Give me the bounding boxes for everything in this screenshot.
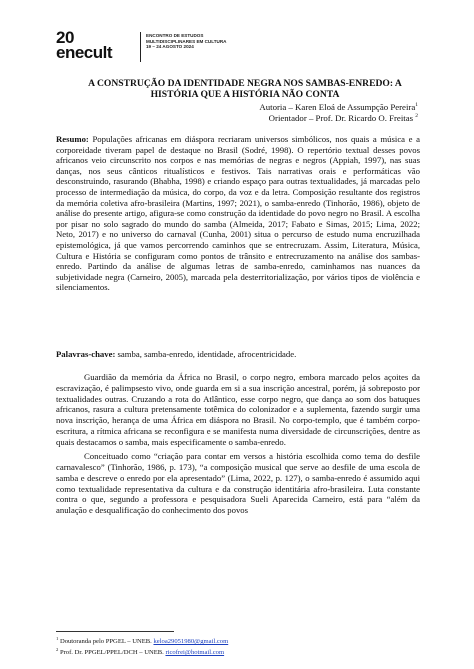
footnote-1-mark: 1 (56, 636, 59, 641)
author-footnote-mark: 1 (415, 102, 418, 108)
logo-divider (140, 32, 141, 62)
keywords (56, 349, 420, 360)
abstract-label: Resumo: (56, 134, 89, 144)
advisor-footnote-mark: 2 (415, 113, 418, 119)
abstract (56, 134, 420, 293)
event-line-1: ENCONTRO DE ESTUDOS (146, 33, 204, 38)
footnotes (56, 635, 228, 657)
logo-wordmark: enecult (56, 43, 113, 62)
event-dates: 19 – 24 AGOSTO 2024 (146, 44, 194, 50)
footnote-2-email-link[interactable]: ricofrei@hotmail.com (165, 649, 225, 657)
body-paragraph-1: Guardião da memória da África no Brasil, o corpo negro, embora marcado pelos açoites da escravização, é palimpsesto vivo, onde guarda em si a sua inscrição ancestral, porém, já sobreposto por textualidades outras. Cruzando a rota do Atlântico, esse corpo negro, que dança ao som dos batuques africanos, rasura a cultura pretensamente totêmica do colonizador e a suplementa, fazendo surgir uma nova inscrição, herança de uma África em diáspora no Brasil. No corpo-templo, que é também corpo-escritura, a rítmica africana se reconfigura e se manifesta numa diversidade de circunscrições, dentre as quais destacamos o samba, mais especificamente o samba-enredo. (56, 372, 420, 447)
footnote-rule (56, 631, 174, 632)
footnote-2-text: Prof. Dr. PPGEL/PPEL/DCH – UNEB. (58, 649, 166, 657)
advisor-name: Orientador – Prof. Dr. Ricardo O. Freitas (268, 112, 414, 123)
paper-title (60, 78, 430, 100)
footnote-1-email-link[interactable]: keloa29051980@gmail.com (153, 638, 229, 646)
keywords-text: samba, samba-enredo, identidade, afrocentricidade. (115, 349, 297, 359)
footnote-1-text: Doutoranda pelo PPGEL – UNEB. (58, 638, 154, 646)
body-text (56, 372, 420, 520)
keywords-label: Palavras-chave: (56, 349, 116, 359)
enecult-logo (56, 30, 146, 60)
footnote-1 (56, 635, 228, 646)
footnote-2 (56, 646, 228, 657)
event-line-2: MULTIDISCIPLINARES EM CULTURA (146, 38, 227, 44)
advisor-line (269, 111, 418, 123)
title-line-1: A CONSTRUÇÃO DA IDENTIDADE NEGRA NOS SAMBAS-ENREDO: A (88, 78, 402, 89)
title-line-2: HISTÓRIA QUE A HISTÓRIA NÃO CONTA (150, 89, 340, 100)
logo-number: 20 (56, 28, 74, 47)
author-name: Autoria – Karen Eloá de Assumpção Pereira (259, 101, 416, 112)
event-info (146, 33, 226, 50)
abstract-text: Populações africanas em diáspora recriaram universos simbólicos, nos quais a música e a corporeidade tiveram papel de destaque no Brasil (Sodré, 1998). O repertório textual desses povos africanos veio circunscrito nos corpos e nas memórias de negras e negros (Appiah, 1997), nas suas danças, nos seus cânticos ritualísticos e festivos. Tais narrativas orais e performáticas vão desconstruindo, rasurando (Bhabha, 1998) e criando espaço para outras textualidades, já marcadas pelo processo de intermediação da música, do corpo, da voz e da letra. Composição resultante dos registros da memória coletiva afro-brasileira (Martins, 1997; 2021), o samba-enredo (Tinhorão, 1986), objeto de análise do presente artigo, afigura-se como construção da identidade do povo negro no Brasil. A escolha por pisar no solo sagrado do mundo do samba (Almeida, 2017; Fabato e Simas, 2015; Lima, 2022; Neto, 2017) e no universo do carnaval (Cunha, 2001) situa o percurso de estudo numa encruzilhada epistemológica, já que vamos percorrendo caminhos que se entrecruzam. Assim, Literatura, Música, Cultura e História se configuram como pontos de trânsito e entrecruzamento na análise dos sambas-enredo. Partindo da análise de algumas letras de samba-enredo, caminhamos nas nuances da subjetividade negra (Carneiro, 2005), marcada pela desterritorialização, por vários tipos de violência e silenciamentos. (56, 134, 421, 293)
footnote-2-mark: 2 (56, 647, 59, 653)
body-paragraph-2: Conceituado como “criação para contar em versos a história escolhida como tema do desfile carnavalesco” (Tinhorão, 1986, p. 173), “a composição musical que serve ao desfile de uma escola de samba e descreve o enredo por ela apresentado” (Lima, 2022, p. 127), o samba-enredo é assumido aqui como textualidade representativa da cultura e da construção identitária afro-brasileira. Luta constante contra o que, segundo a professora e pesquisadora Sueli Aparecida Carneiro, está para “além da anulação e desqualificação do conhecimento dos povos (56, 451, 420, 515)
